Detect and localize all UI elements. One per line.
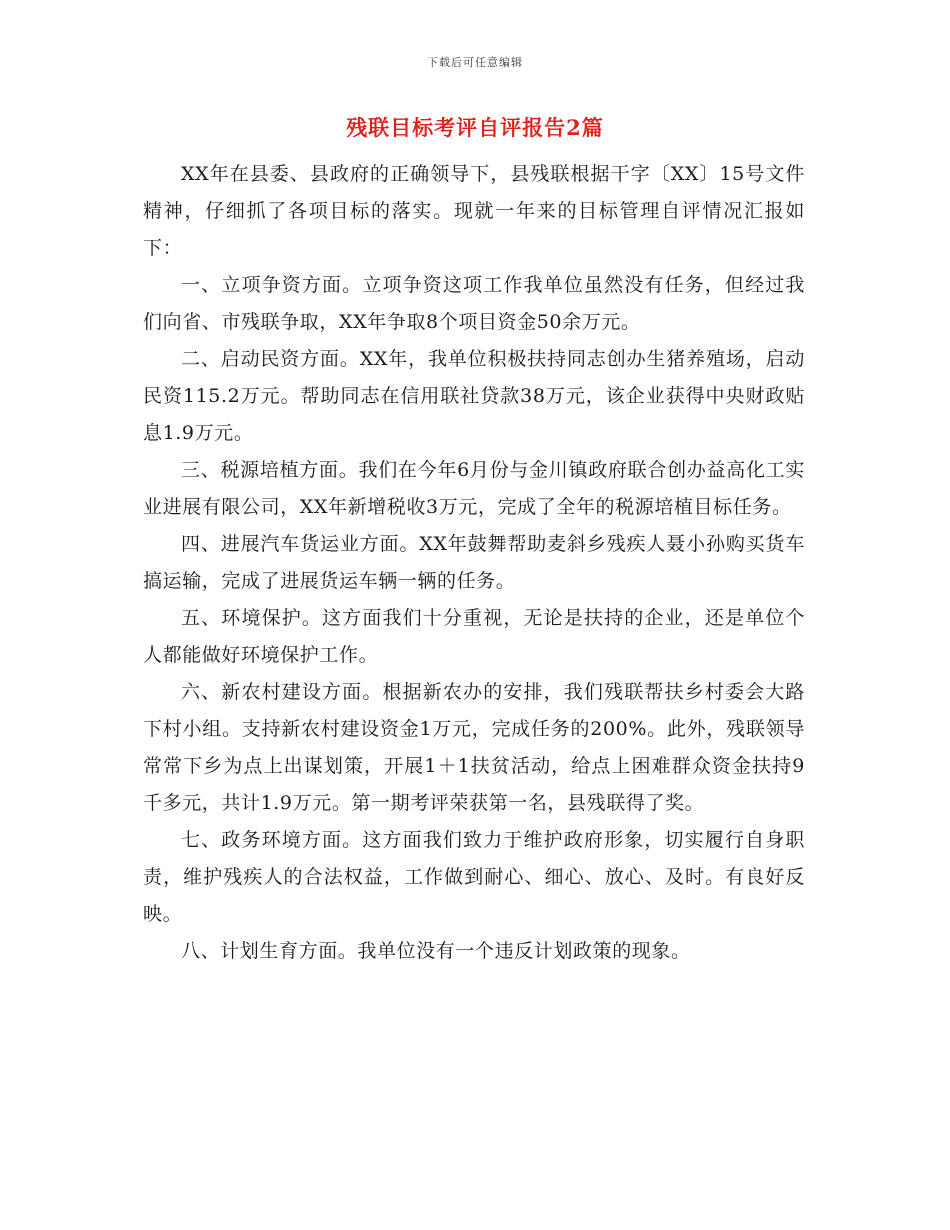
header-note: 下载后可任意编辑 — [427, 56, 523, 69]
paragraph-section-5: 五、环境保护。这方面我们十分重视，无论是扶持的企业，还是单位个人都能做好环境保护工作。 — [143, 607, 805, 666]
paragraph-section-7: 七、政务环境方面。这方面我们致力于维护政府形象，切实履行自身职责，维护残疾人的合法权益，工作做到耐心、细心、放心、及时。有良好反映。 — [143, 829, 805, 925]
document-title: 残联目标考评自评报告2篇 — [346, 115, 604, 140]
paragraph-section-3: 三、税源培植方面。我们在今年6月份与金川镇政府联合创办益高化工实业进展有限公司，XX年新增税收3万元，完成了全年的税源培植目标任务。 — [143, 459, 805, 518]
paragraph-section-1: 一、立项争资方面。立项争资这项工作我单位虽然没有任务，但经过我们向省、市残联争取，XX年争取8个项目资金50余万元。 — [143, 274, 805, 333]
document-body — [143, 156, 805, 970]
paragraph-section-2: 二、启动民资方面。XX年，我单位积极扶持同志创办生猪养殖场，启动民资115.2万元。帮助同志在信用联社贷款38万元，该企业获得中央财政贴息1.9万元。 — [143, 348, 805, 444]
paragraph-section-8: 八、计划生育方面。我单位没有一个违反计划政策的现象。 — [181, 940, 691, 962]
paragraph-section-6: 六、新农村建设方面。根据新农办的安排，我们残联帮扶乡村委会大路下村小组。支持新农村建设资金1万元，完成任务的200%。此外，残联领导常常下乡为点上出谋划策，开展1＋1扶贫活动，给点上困难群众资金扶持9千多元，共计1.9万元。第一期考评荣获第一名，县残联得了奖。 — [143, 681, 805, 814]
paragraph-section-4: 四、进展汽车货运业方面。XX年鼓舞帮助麦斜乡残疾人聂小孙购买货车搞运输，完成了进展货运车辆一辆的任务。 — [143, 533, 805, 592]
paragraph-intro: XX年在县委、县政府的正确领导下，县残联根据干字〔XX〕15号文件精神，仔细抓了各项目标的落实。现就一年来的目标管理自评情况汇报如下： — [143, 163, 805, 259]
